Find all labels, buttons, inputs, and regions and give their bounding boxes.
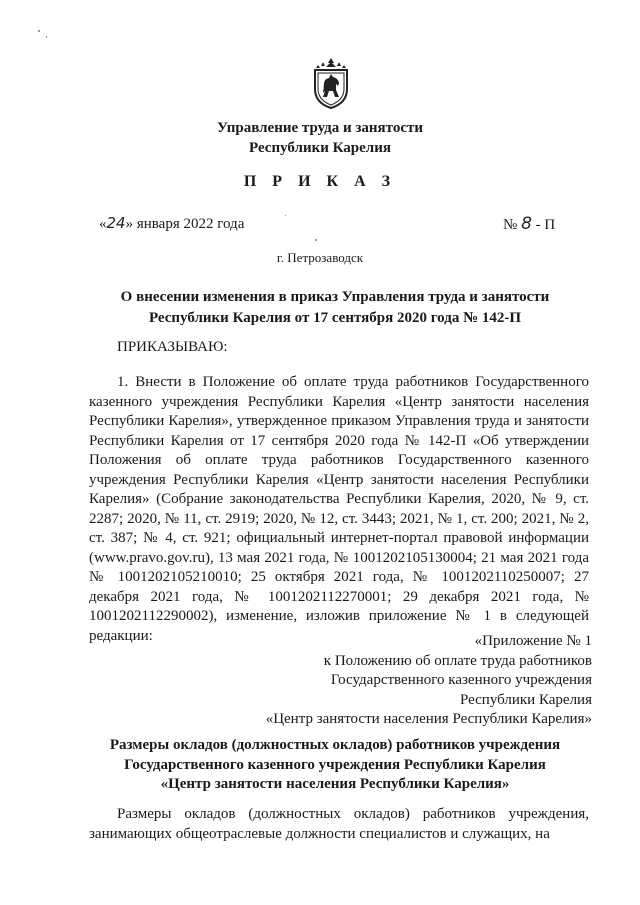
- subject-line2: Республики Карелия от 17 сентября 2020 года № 142-П: [148, 310, 522, 326]
- org-name-line2: Республики Карелия: [249, 140, 391, 156]
- prikazyvayu: ПРИКАЗЫВАЮ:: [117, 339, 228, 355]
- org-name-line1: Управление труда и занятости: [216, 120, 424, 136]
- appendix-line2: к Положению об оплате труда работников: [323, 652, 592, 669]
- order-title: П Р И К А З: [243, 173, 397, 190]
- number-suffix: - П: [535, 217, 556, 233]
- paragraph-2: [89, 804, 589, 844]
- appendix-line1: «Приложение № 1: [474, 633, 592, 649]
- order-number: [503, 214, 555, 234]
- appendix-line5: «Центр занятости населения Республики Карелия»: [265, 711, 592, 727]
- coat-of-arms-icon: [311, 57, 351, 109]
- appendix-line4: Республики Карелия: [459, 691, 592, 708]
- handwritten-number: 8: [521, 214, 532, 234]
- handwritten-day: 24: [106, 214, 126, 232]
- section-title-line2: Государственного казенного учреждения Республики Карелия: [124, 756, 546, 773]
- section-title: [80, 736, 590, 795]
- number-prefix: №: [503, 217, 518, 233]
- section-title-line1: Размеры окладов (должностных окладов) работников учреждения: [109, 737, 561, 753]
- paragraph-1: [89, 373, 589, 646]
- appendix-line3: Государственного казенного учреждения: [330, 672, 592, 688]
- city: г. Петрозаводск: [276, 250, 364, 265]
- date-text: января 2022 года: [136, 216, 245, 232]
- paragraph-1-text: 1. Внести в Положение об оплате труда работников Государственного казенного учреждения Республики Карелия «Центр занятости населения Республики Карелия», утвержденное приказом Управления труда и занятости Республики Карелия от 17 сентября 2020 года № 142-П «Об утверждении Положения об оплате труда работников Государственного казенного учреждения Республики Карелия «Центр занятости населения Республики Карелия» (Собрание законодательства Республики Карелия, 2020, № 9, ст. 2287; 2020, № 11, ст. 2919; 2020, № 12, ст. 3443; 2021, № 1, ст. 200; 2021, № 2, ст. 387; № 4, ст. 921; официальный интернет-портал правовой информации (www.pravo.gov.ru), 13 мая 2021 года, № 1001202105130004; 21 мая 2021 года № 1001202105210010; 25 октября 2021 года, № 1001202110250007; 27 декабря 2021 года, № 1001202112270001; 29 декабря 2021 года, № 1001202112290002), изменение, изложив приложение № 1 в следующей редакции:: [89, 374, 589, 644]
- paragraph-2-text: Размеры окладов (должностных окладов) работников учреждения, занимающих общеотраслевые должности специалистов и служащих, на: [89, 806, 589, 842]
- appendix-block: [232, 632, 592, 730]
- date-quote-open: «: [99, 216, 107, 232]
- date-quote-close: »: [125, 216, 134, 232]
- subject-line1: О внесении изменения в приказ Управления труда и занятости: [120, 289, 550, 305]
- section-title-line3: «Центр занятости населения Республики Карелия»: [160, 776, 510, 792]
- order-date: [99, 214, 244, 233]
